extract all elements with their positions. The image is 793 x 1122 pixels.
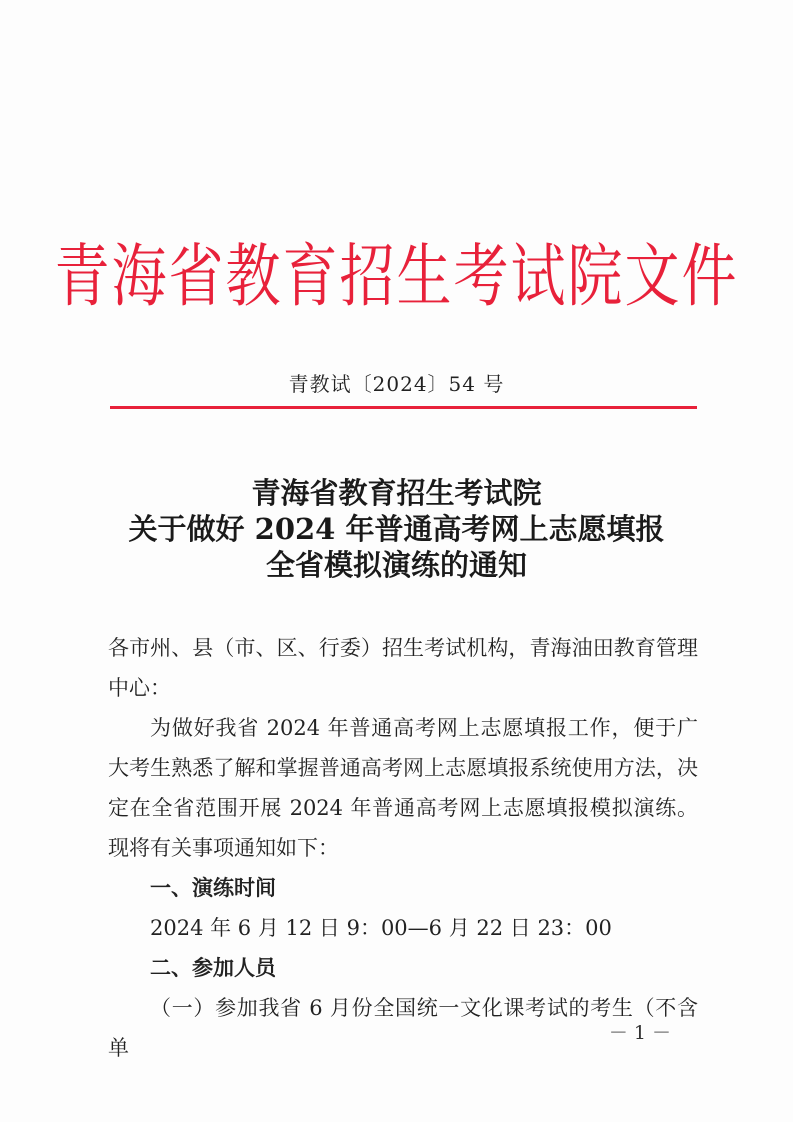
page-number: － 1 － <box>608 1022 671 1044</box>
document-body <box>108 628 698 1068</box>
notice-title-line-3: 全省模拟演练的通知 <box>265 548 527 582</box>
notice-title-line-1: 青海省教育招生考试院 <box>251 476 542 510</box>
red-separator-line <box>110 406 697 409</box>
section-2-heading: 二、参加人员 <box>150 956 276 980</box>
intro-paragraph: 为做好我省 2024 年普通高考网上志愿填报工作，便于广大考生熟悉了解和掌握普通高考网上志愿填报系统使用方法，决定在全省范围开展 2024 年普通高考网上志愿填报模拟演练。现将有关事项通知如下： <box>108 716 698 860</box>
notice-title-line-2: 关于做好 2024 年普通高考网上志愿填报 <box>128 512 665 546</box>
notice-title <box>0 475 793 583</box>
salutation: 各市州、县（市、区、行委）招生考试机构，青海油田教育管理中心： <box>108 636 698 700</box>
section-1-text: 2024 年 6 月 12 日 9：00—6 月 22 日 23：00 <box>150 916 612 940</box>
section-1-heading: 一、演练时间 <box>150 876 276 900</box>
section-2-item-1: （一）参加我省 6 月份全国统一文化课考试的考生（不含单 <box>108 996 698 1060</box>
document-header-title: 青海省教育招生考试院文件 <box>54 236 739 316</box>
document-number: 青教试〔2024〕54 号 <box>288 372 505 396</box>
